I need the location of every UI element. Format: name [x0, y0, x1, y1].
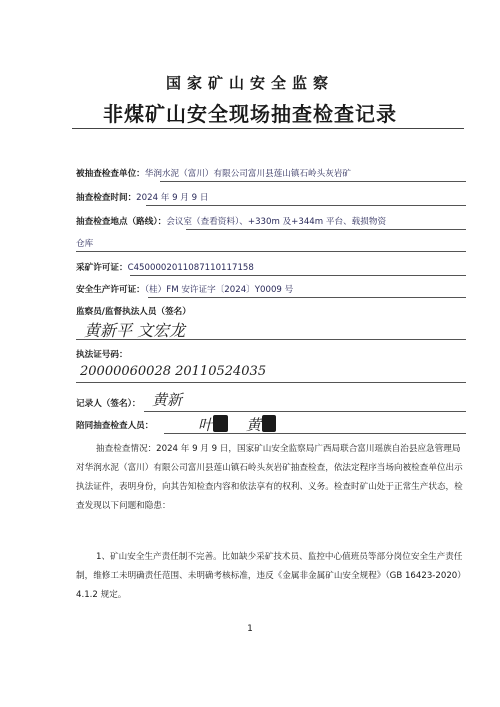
recorder-label: 记录人（签名）：	[76, 399, 141, 409]
issuing-organization: 国家矿山安全监察	[165, 74, 334, 92]
mining-license-value: C4500002011087110117158	[127, 263, 254, 273]
safety-license-label: 安全生产许可证：	[76, 285, 145, 295]
inspectors-label: 监察员/监督执法人员（签名）	[76, 307, 191, 317]
safety-license-underline	[148, 297, 466, 298]
finding-item-1	[76, 548, 466, 605]
inspection-time-underline	[146, 205, 466, 206]
finding-item-1-text: 1、矿山安全生产责任制不完善。比如缺少采矿技术员、监控中心值班员等部分岗位安全生产责任制，维修工未明确责任范围、未明确考核标准，违反《金属非金属矿山安全规程》（GB 16423-2020）4.1.2 规定。	[76, 552, 466, 600]
inspectors-underline	[76, 339, 466, 340]
document-title: 非煤矿山安全现场抽查检查记录	[103, 102, 397, 126]
mining-license-label: 采矿许可证：	[76, 263, 128, 273]
accompanying-label: 陪同抽查检查人员：	[76, 421, 154, 431]
recorder-underline	[144, 411, 466, 412]
inspected-unit-label: 被抽查检查单位：	[76, 169, 145, 179]
inspected-unit-underline	[160, 181, 466, 182]
redaction-mark-2	[262, 415, 276, 432]
field-inspected-unit	[76, 168, 351, 180]
recorder-signature: 黄新	[152, 391, 183, 409]
inspected-unit-value: 华润水泥（富川）有限公司富川县莲山镇石岭头灰岩矿	[144, 169, 352, 179]
field-inspection-location	[76, 216, 386, 228]
accompanying-underline	[164, 433, 466, 434]
inspection-location-label: 抽查检查地点（路线）：	[76, 217, 167, 227]
inspection-situation	[76, 440, 466, 516]
field-accompanying	[76, 420, 153, 432]
field-inspection-location-cont	[76, 238, 93, 250]
inspection-location-underline-2	[76, 251, 466, 252]
inspection-situation-text: 抽查检查情况：2024 年 9 月 9 日，国家矿山安全监察局广西局联合富川瑶族自治县应急管理局对华润水泥（富川）有限公司富川县莲山镇石岭头灰岩矿抽查检查，依法定程序当场向被检查单位出示执法证件，表明身份，向其告知检查内容和依法享有的权利、义务。检查时矿山处于正常生产状态，检查发现以下问题和隐患：	[76, 444, 463, 511]
field-inspection-time	[76, 192, 208, 204]
title-divider	[72, 128, 464, 129]
cert-number-underline	[76, 382, 466, 383]
field-recorder	[76, 398, 140, 410]
mining-license-underline	[130, 275, 466, 276]
field-mining-license	[76, 262, 254, 274]
redaction-mark-1	[213, 415, 228, 432]
inspection-location-value: 会议室（查看资料）、+330m 及+344m 平台、载损物资	[166, 217, 387, 227]
field-cert-number	[76, 349, 128, 361]
inspection-time-label: 抽查检查时间：	[76, 193, 137, 203]
field-inspectors	[76, 306, 191, 318]
inspector-signature: 黄新平 文宏龙	[84, 321, 186, 340]
cert-number-handwritten: 20000060028 20110524035	[80, 364, 267, 379]
accompany-signature-1: 叶	[198, 416, 214, 434]
accompany-signature-2: 黄	[246, 416, 262, 434]
cert-number-label: 执法证号码：	[76, 350, 128, 360]
field-safety-license	[76, 284, 293, 296]
inspection-location-underline	[186, 229, 466, 230]
inspection-location-value-cont: 仓库	[76, 239, 94, 249]
inspection-time-value: 2024 年 9 月 9 日	[136, 193, 209, 203]
page-number: 1	[247, 624, 253, 634]
safety-license-value: （桂）FM 安许证字〔2024〕Y0009 号	[144, 285, 294, 295]
